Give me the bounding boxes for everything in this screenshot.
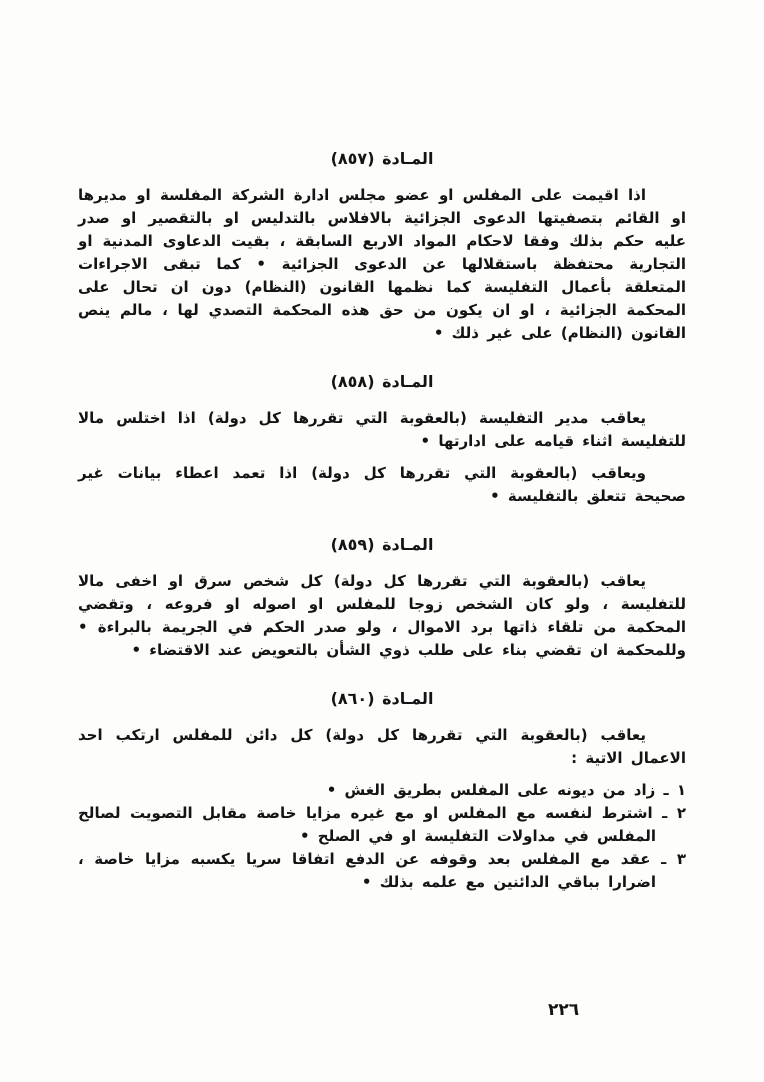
list-item-1: ١ ـ زاد من ديونه على المفلس بطريق الغش • (326, 781, 686, 799)
article-860-intro-paragraph: يعاقب (بالعقوبة التي تقررها كل دولة) كل دائن للمفلس ارتكب احد الاعمال الاتية : (78, 726, 686, 767)
article-section-858 (78, 372, 686, 508)
article-860-numbered-list (78, 779, 686, 894)
list-item-3: ٣ ـ عقد مع المفلس بعد وقوفه عن الدفع اتفاقا سريا يكسبه مزايا خاصة ، اضرارا بباقي الدائنين مع علمه بذلك • (78, 850, 686, 891)
article-section-857 (78, 149, 686, 345)
article-857-paragraph-1: اذا اقيمت على المفلس او عضو مجلس ادارة الشركة المفلسة او مديرها او القائم بتصفيتها الدعوى الجزائية بالافلاس بالتدليس او بالتقصير او صدر عليه حكم بذلك وفقا لاحكام المواد الاربع السابقة ، بقيت الدعاوى المدنية او التجارية محتفظة باستقلالها عن الدعوى الجزائية • كما تبقى الاجراءات المتعلقة بأعمال التفليسة كما نظمها القانون (النظام) دون ان تحال على المحكمة الجزائية ، او ان يكون من حق هذه المحكمة التصدي لها ، مالم ينص القانون (النظام) على غير ذلك • (78, 186, 686, 342)
article-858-paragraph-1: يعاقب مدير التفليسة (بالعقوبة التي تقررها كل دولة) اذا اختلس مالا للتفليسة اثناء قيامه على ادارتها • (78, 409, 686, 450)
list-item-2: ٢ ـ اشترط لنفسه مع المفلس او مع غيره مزايا خاصة مقابل التصويت لصالح المفلس في مداولات التفليسة او في الصلح • (78, 804, 686, 845)
article-860-heading: المـادة (٨٦٠) (330, 689, 434, 708)
article-859-heading: المـادة (٨٥٩) (330, 535, 434, 554)
page-number: ٢٢٦ (548, 1000, 580, 1020)
article-section-860 (78, 689, 686, 894)
document-body (78, 0, 686, 894)
article-858-paragraph-2: ويعاقب (بالعقوبة التي تقررها كل دولة) اذا تعمد اعطاء بيانات غير صحيحة تتعلق بالتفليسة • (78, 464, 686, 505)
article-section-859 (78, 535, 686, 662)
article-859-paragraph-1: يعاقب (بالعقوبة التي تقررها كل دولة) كل شخص سرق او اخفى مالا للتفليسة ، ولو كان الشخص زوجا للمفلس او اصوله او فروعه ، وتقضي المحكمة من تلقاء ذاتها برد الاموال ، ولو صدر الحكم في الجريمة بالبراءة • وللمحكمة ان تقضي بناء على طلب ذوي الشأن بالتعويض عند الاقتضاء • (78, 572, 686, 659)
article-857-heading: المـادة (٨٥٧) (330, 149, 434, 168)
article-858-heading: المـادة (٨٥٨) (330, 372, 434, 391)
